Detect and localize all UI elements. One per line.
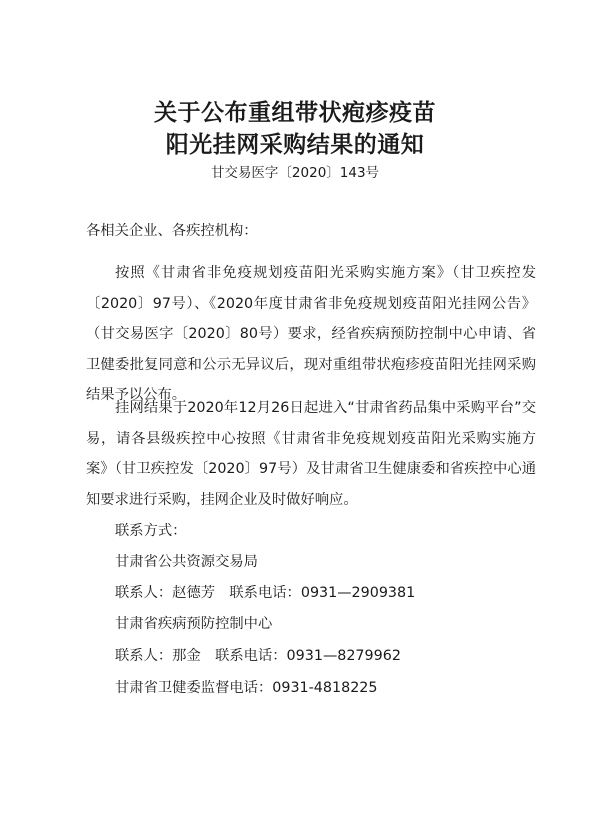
contact-organization-2: 甘肃省疾病预防控制中心 [115, 616, 273, 632]
body-paragraph-2: 挂网结果于2020年12月26日起进入“甘肃省药品集中采购平台”交易，请各县级疾控中心按照《甘肃省非免疫规划疫苗阳光采购实施方案》（甘卫疾控发〔2020〕97号）及甘肃省卫生健康委和省疾控中心通知要求进行采购，挂网企业及时做好响应。 [86, 400, 536, 508]
document-title-line1: 关于公布重组带状疱疹疫苗 [154, 99, 436, 126]
body-paragraph-1: 按照《甘肃省非免疫规划疫苗阳光采购实施方案》（甘卫疾控发〔2020〕97号）、《2020年度甘肃省非免疫规划疫苗阳光挂网公告》（甘交易医字〔2020〕80号）要求，经省疾病预防控制中心申请、省卫健委批复同意和公示无异议后，现对重组带状疱疹疫苗阳光挂网采购结果予以公布。 [86, 265, 536, 403]
contact-person-1: 联系人：赵德芳 联系电话：0931—2909381 [115, 585, 416, 601]
document-number: 甘交易医字〔2020〕143号 [210, 165, 380, 181]
supervision-phone: 甘肃省卫健委监督电话：0931-4818225 [115, 680, 378, 696]
contact-heading: 联系方式： [115, 523, 187, 539]
contact-person-2: 联系人：那金 联系电话：0931—8279962 [115, 648, 401, 664]
document-title-line2: 阳光挂网采购结果的通知 [165, 131, 425, 158]
contact-organization-1: 甘肃省公共资源交易局 [115, 554, 258, 570]
salutation: 各相关企业、各疾控机构： [86, 223, 258, 239]
